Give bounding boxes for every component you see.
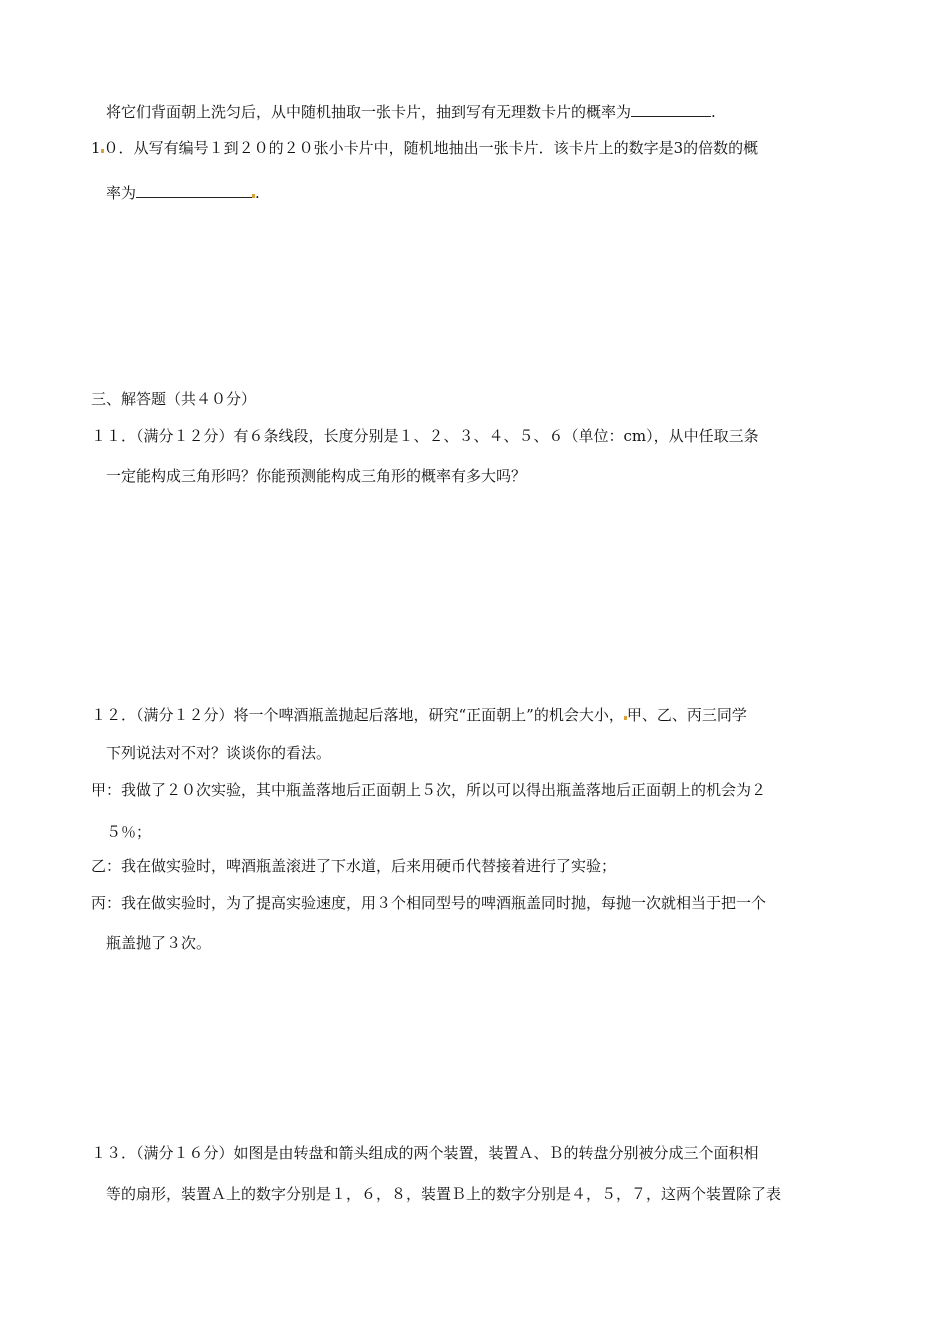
section-3-title-text: 三、解答题（共４０分） [91, 390, 257, 408]
q12-line1 [91, 705, 747, 725]
q10-number-a: 1 [91, 139, 101, 157]
q12-line2 [106, 743, 331, 763]
q10-number-b: ０． [103, 139, 134, 157]
q13-text-cont: 等的扇形，装置Ａ上的数字分别是１，６，８，装置Ｂ上的数字分别是４，５，７，这两个装置除了表 [106, 1185, 782, 1203]
q11-text-cont: 一定能构成三角形吗？你能预测能构成三角形的概率有多大吗？ [106, 467, 527, 485]
q11-text: １１．（满分１２分）有６条线段，长度分别是１、２、３、４、５、６（单位：cm），从中任取三条 [91, 427, 759, 445]
q9-answer-blank[interactable] [631, 102, 711, 117]
q12-yi-text: 乙：我在做实验时，啤酒瓶盖滚进了下水道，后来用硬币代替接着进行了实验； [91, 857, 617, 875]
q10-line2 [106, 183, 260, 203]
q10-text: 从写有编号１到２０的２０张小卡片中，随机地抽出一张卡片．该卡片上的数字是3的倍数的概 [133, 139, 759, 157]
q11-line2 [106, 466, 526, 486]
q9-continuation [106, 102, 716, 122]
q10-end: . [255, 184, 260, 202]
q12-yi-line [91, 856, 616, 876]
q9-text: 将它们背面朝上洗匀后，从中随机抽取一张卡片，抽到写有无理数卡片的概率为 [106, 103, 632, 121]
q12-bing-text: 丙：我在做实验时，为了提高实验速度，用３个相同型号的啤酒瓶盖同时抛，每抛一次就相当于把一个 [91, 894, 767, 912]
q10-answer-blank[interactable] [136, 183, 252, 198]
q13-line2 [106, 1184, 781, 1204]
q12-text-cont: 下列说法对不对？谈谈你的看法。 [106, 744, 332, 762]
q12-text-b: 甲、乙、丙三同学 [626, 706, 747, 724]
q12-jia-line2 [106, 822, 151, 842]
q10-line1 [91, 138, 758, 158]
q11-line1 [91, 426, 759, 446]
section-3-title [91, 389, 256, 409]
q12-bing-text-cont: 瓶盖抛了３次。 [106, 934, 212, 952]
q9-end: . [711, 103, 716, 121]
q12-jia-line1 [91, 780, 766, 800]
q12-bing-line2 [106, 933, 211, 953]
q12-jia-text: 甲：我做了２０次实验，其中瓶盖落地后正面朝上５次，所以可以得出瓶盖落地后正面朝上的机会为２ [91, 781, 767, 799]
q13-text: １３．（满分１６分）如图是由转盘和箭头组成的两个装置，装置Ａ、Ｂ的转盘分别被分成三个面积相 [91, 1144, 759, 1162]
q10-text-cont: 率为 [106, 184, 137, 202]
q12-bing-line1 [91, 893, 766, 913]
q12-text-a: １２．（满分１２分）将一个啤酒瓶盖抛起后落地，研究“正面朝上”的机会大小， [91, 706, 624, 724]
q13-line1 [91, 1143, 759, 1163]
q12-jia-text-cont: ５％； [106, 823, 152, 841]
